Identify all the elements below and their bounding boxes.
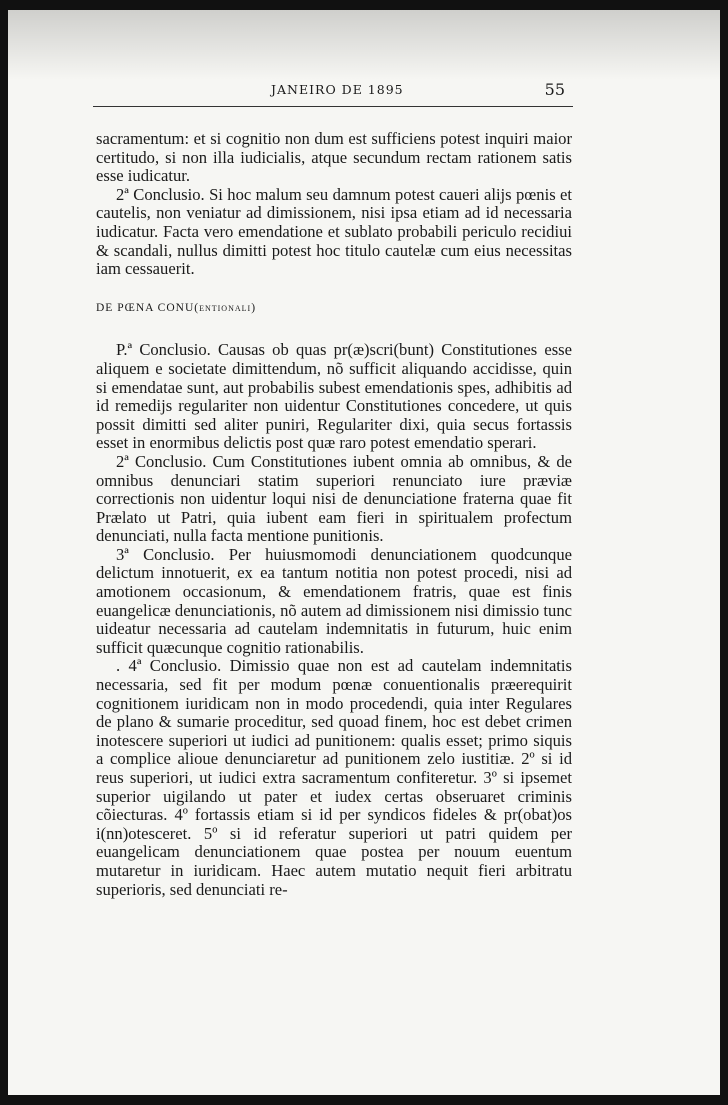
scan-shadow [8, 10, 720, 80]
paragraph: sacramentum: et si cognitio non dum est sufficiens potest inquiri maior certitudo, si non illa iudicialis, atque secundum rectam rationem satis esse iudicatur. [96, 129, 572, 186]
paragraph: 2ª Conclusio. Cum Constitutiones iubent omnia ab omnibus, & de omnibus denunciari statim superiori renunciato iure præviæ correctionis non uidentur loqui nisi de denunciatione fraterna quae fit Prælato ut Patri, quia iubent eam fieri in spiritualem profectum denunciati, nulla facta mentione punitionis. [96, 451, 572, 546]
section-heading: DE PŒNA CONU(entionali) [96, 301, 257, 314]
paragraph: P.ª Conclusio. Causas ob quas pr(æ)scri(bunt) Constitutiones esse aliquem e societate dimittendum, nõ sufficit aliquando accidisse, quin si emendatae sunt, aut probabilis subest emendationis spes, adhibitis ad id remedijs regulariter non uidentur Constitutiones concedere, ut quis possit dimitti sed aliter puniri, Regulariter dixi, quia secus fortassis esset in enormibus delictis post quæ raro potest emendatio sperari. [96, 340, 572, 453]
paragraph: . 4ª Conclusio. Dimissio quae non est ad cautelam indemnitatis necessaria, sed fit per modum pœnæ conuentionalis præerequirit cognitionem iuridicam non in modo procedendi, quia inter Regulares de plano & sumarie proceditur, sed quoad finem, hoc est debet crimen inotescere superiori ut iudici ad punitionem: qualis esset; primo siquis a complice alioue denunciaretur ad punitionem zelo iustitiæ. 2º si id reus superiori, ut iudici extra sacramentum confiteretur. 3º si ipsemet superior uigilando ut pater et iudex certas obseruaret criminis cõiecturas. 4º fortassis etiam si id per syndicos fideles & pr(obat)os i(nn)otesceret. 5º si id referatur superiori ut patri quidem per euangelicam denunciationem quae postea per nouum euentum mutaretur in iuridicam. Haec autem mutatio nequit fieri arbitratu superioris, sed denunciati re- [96, 656, 572, 899]
paragraph: 2ª Conclusio. Si hoc malum seu damnum potest caueri alijs pœnis et cautelis, non veniatur ad dimissionem, nisi ipsa etiam ad id necessaria iudicatur. Facta vero emendatione et sublato probabili periculo recidiui & scandali, nullus dimitti potest hoc titulo cautelæ cum eius necessitas iam cessauerit. [96, 184, 572, 279]
body-text [96, 130, 572, 899]
page-header [93, 80, 573, 107]
page-number: 55 [544, 80, 565, 99]
paragraph: 3ª Conclusio. Per huiusmomodi denunciationem quodcunque delictum innotuerit, ex ea tantum notitia non potest procedi, nisi ad amotionem occasionum, & emendationem fratris, quae est finis euangelicæ denunciationis, nõ autem ad dimissionem nisi dimissio tunc uideatur necessaria ad cautelam indemnitatis in futurum, huic enim sufficit quæcunque cognitio rationabilis. [96, 544, 572, 657]
running-title: JANEIRO DE 1895 [271, 82, 404, 97]
book-page [8, 10, 720, 1095]
